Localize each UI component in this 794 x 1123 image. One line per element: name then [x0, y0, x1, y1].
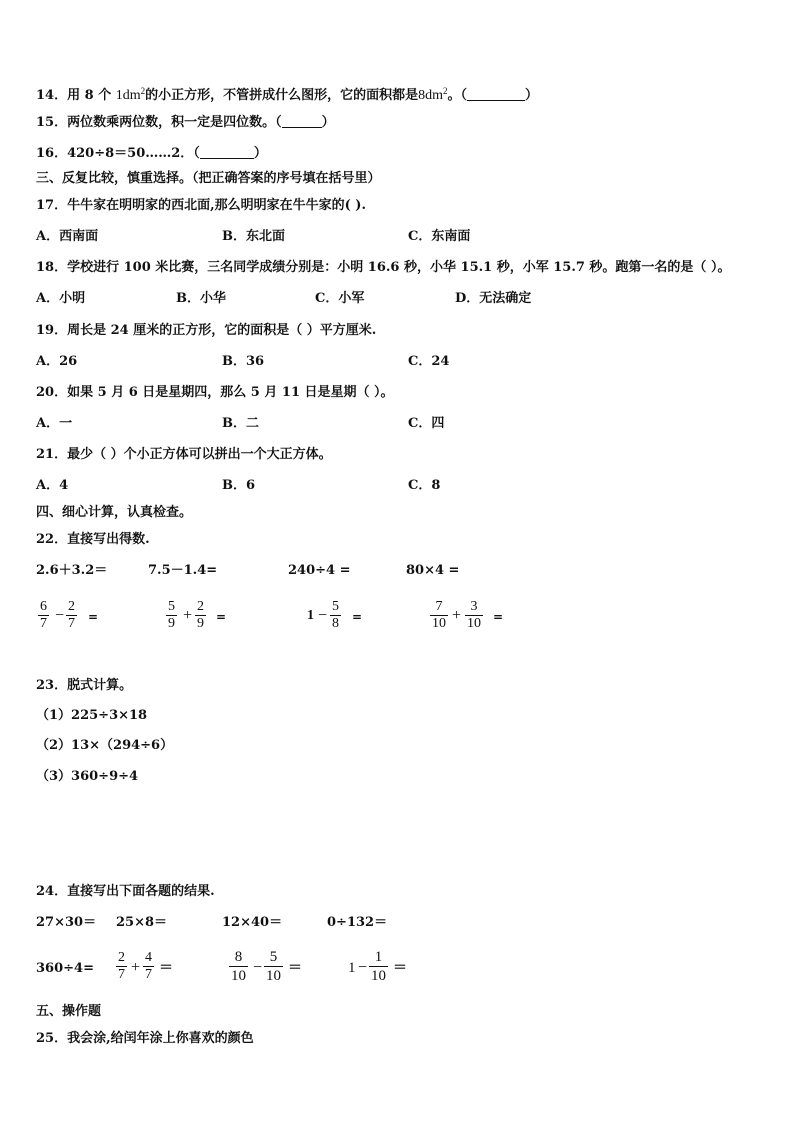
answer-blank[interactable] [467, 87, 525, 101]
question-14: 14．用 8 个 $1dm^2$的小正方形，不管拼成什么图形，它的面积都是$8dm^2$。（ ） [36, 86, 539, 103]
fraction: 7 10 [432, 599, 446, 631]
question-24: 24．直接写出下面各题的结果. [36, 884, 215, 899]
question-16: 16．420÷8＝50……2．（ ） [36, 146, 267, 161]
answer-blank[interactable] [200, 145, 254, 159]
question-15: 15．两位数乘两位数，积一定是四位数。（ ） [36, 115, 335, 130]
step-calc-item: （1）225÷3×18 [36, 708, 148, 723]
question-19: 19．周长是 24 厘米的正方形，它的面积是（ ）平方厘米. [36, 323, 377, 338]
fraction: 5 8 [332, 599, 339, 631]
section-5-heading: 五、操作题 [36, 1004, 102, 1019]
calc-item: 2.6＋3.2＝ [36, 563, 108, 578]
calc-item: 25×8＝ [116, 915, 168, 930]
option-a: A．4 [36, 478, 69, 493]
operator: − [55, 607, 65, 624]
operator: − [318, 607, 328, 624]
option-c: C．东南面 [408, 229, 471, 244]
option-a: A．小明 [36, 291, 86, 306]
unit-dm2: $1dm^2$ [115, 86, 146, 103]
option-c: C．24 [408, 354, 450, 369]
fraction: 3 10 [467, 599, 481, 631]
option-d: D．无法确定 [455, 291, 532, 306]
equals: = [493, 610, 504, 624]
question-21: 21．最少（ ）个小正方体可以拼出一个大正方体。 [36, 447, 332, 462]
fraction: 5 10 [266, 949, 281, 984]
equals: ＝ [159, 960, 173, 976]
option-b: B．36 [222, 354, 265, 369]
section-4-heading: 四、细心计算，认真检查。 [36, 505, 193, 520]
fraction: 5 9 [168, 599, 175, 631]
calc-item: 360÷4= [36, 961, 94, 976]
option-c: C．8 [408, 478, 441, 493]
equals: = [352, 610, 363, 624]
operator: + [452, 607, 462, 624]
calc-item: 7.5－1.4= [148, 563, 218, 578]
whole-number: 1 [348, 960, 356, 976]
question-17: 17．牛牛家在明明家的西北面,那么明明家在牛牛家的( ). [36, 198, 366, 213]
step-calc-item: （2）13×（294÷6） [36, 738, 174, 753]
equals: = [88, 610, 99, 624]
fraction: 2 7 [68, 599, 75, 631]
option-b: B．小华 [176, 291, 226, 306]
answer-blank[interactable] [282, 114, 322, 128]
fraction: 8 10 [231, 949, 246, 984]
option-b: B．6 [222, 478, 256, 493]
option-b: B．东北面 [222, 229, 285, 244]
equals: ＝ [288, 960, 302, 976]
fraction: 2 9 [197, 599, 204, 631]
option-c: C．四 [408, 416, 445, 431]
operator: + [183, 607, 193, 624]
fraction: 1 10 [371, 949, 386, 984]
option-c: C．小军 [315, 291, 365, 306]
operator: − [358, 959, 368, 976]
whole-number: 1 [307, 608, 314, 623]
equals: ＝ [393, 960, 407, 976]
calc-item: 12×40＝ [222, 915, 283, 930]
calc-item: 80×4 = [406, 563, 460, 578]
fraction: 4 7 [145, 950, 152, 982]
operator: + [131, 959, 141, 976]
operator: − [253, 959, 263, 976]
question-22: 22．直接写出得数. [36, 532, 150, 547]
fraction: 6 7 [40, 599, 47, 631]
question-23: 23．脱式计算。 [36, 678, 133, 693]
option-b: B．二 [222, 416, 259, 431]
question-18: 18．学校进行 100 米比赛，三名同学成绩分别是：小明 16.6 秒，小华 15.1 秒，小军 15.7 秒。跑第一名的是（ ）。 [36, 260, 731, 275]
option-a: A．西南面 [36, 229, 99, 244]
equals: = [216, 610, 227, 624]
option-a: A．26 [36, 354, 78, 369]
calc-item: 0÷132＝ [327, 915, 388, 930]
section-3-heading: 三、反复比较，慎重选择。（把正确答案的序号填在括号里） [36, 171, 381, 186]
step-calc-item: （3）360÷9÷4 [36, 769, 139, 784]
question-25: 25．我会涂,给闰年涂上你喜欢的颜色 [36, 1031, 254, 1046]
calc-item: 27×30＝ [36, 915, 97, 930]
option-a: A．一 [36, 416, 73, 431]
fraction: 2 7 [118, 950, 125, 982]
calc-item: 240÷4 = [288, 563, 351, 578]
unit-8dm2: $8dm^2$ [418, 86, 448, 103]
question-20: 20．如果 5 月 6 日是星期四，那么 5 月 11 日是星期（ ）。 [36, 385, 394, 400]
